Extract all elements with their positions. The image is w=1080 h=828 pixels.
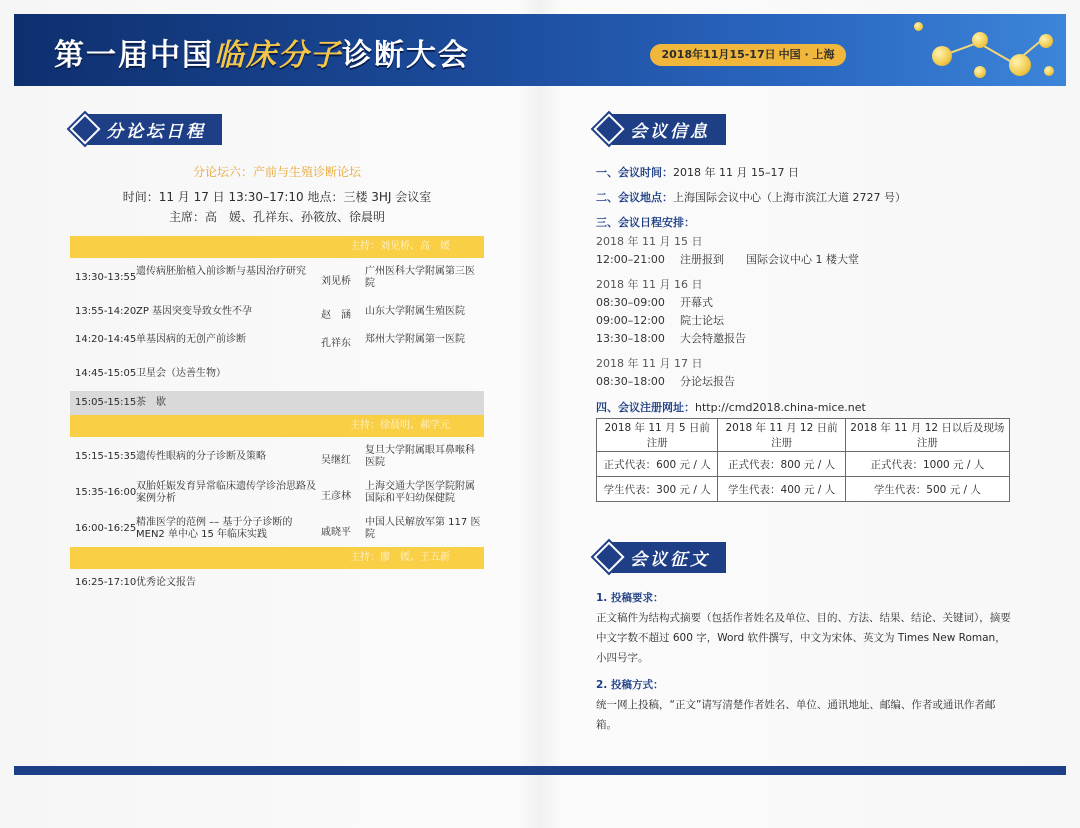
meeting-place-value: 上海国际会议中心（上海市滨江大道 2727 号）: [673, 191, 906, 204]
session-org: 郑州大学附属第一医院: [365, 334, 465, 345]
session-speaker: 吴继红: [321, 455, 351, 466]
method-text: 统一网上投稿，“正文”请写清楚作者姓名、单位、通讯地址、邮编、作者或通讯作者邮箱。: [596, 699, 996, 731]
header-banner: [14, 14, 1066, 86]
session-org: 山东大学附属生殖医院: [365, 306, 465, 317]
method-title: 2. 投稿方式：: [596, 679, 664, 691]
session-time: 14:20-14:45: [75, 334, 137, 345]
item-time: 08:30–09:00: [596, 296, 665, 309]
table-row: [70, 358, 484, 391]
paper-heading-label: 会议征文: [612, 542, 726, 573]
day2-item: [596, 312, 724, 328]
session-speaker: 刘见桥: [321, 276, 351, 287]
session-topic: 遗传病胚胎植入前诊断与基因治疗研究: [136, 266, 306, 277]
fee-cell: 学生代表：500 元 / 人: [845, 477, 1009, 502]
session-topic: 双胎妊娠发育异常临床遗传学诊治思路及案例分析: [136, 481, 316, 504]
session-time: 15:15-15:35: [75, 451, 137, 462]
day2-date: 2018 年 11 月 16 日: [596, 278, 703, 291]
session-time: 13:30-13:55: [75, 272, 137, 283]
fee-header: 2018 年 11 月 12 日以后及现场注册: [845, 419, 1009, 452]
session-topic: 茶 歇: [136, 397, 166, 408]
title-accent: 临床分子: [214, 38, 342, 73]
forum-time: 时间：11 月 17 日 13:30–17:10 地点：三楼 3HJ 会议室: [122, 190, 432, 204]
date-badge: [650, 44, 846, 66]
title-part-2: 诊断大会: [342, 38, 470, 73]
meeting-time-key: 一、会议时间：: [596, 166, 673, 179]
break-row: [70, 391, 484, 415]
session-time: 15:35-16:00: [75, 487, 137, 498]
fee-cell: 学生代表：400 元 / 人: [718, 477, 845, 502]
session-org: 广州医科大学附属第三医院: [365, 266, 475, 289]
requirements-text: 正文稿件为结构式摘要（包括作者姓名及单位、目的、方法、结果、结论、关键词），摘要中文字数不超过 600 字，Word 软件撰写，中文为宋体、英文为 Times New Roman，小四号字。: [596, 612, 1011, 664]
table-row: [70, 298, 484, 328]
day3-item: [596, 373, 735, 389]
item-desc: 注册报到 国际会议中心 1 楼大堂: [680, 253, 859, 266]
fee-row: [597, 477, 1010, 502]
date-text: 2018年11月15-17日: [661, 48, 776, 61]
day2-item: [596, 294, 713, 310]
item-time: 08:30–18:00: [596, 375, 665, 388]
day2-item: [596, 330, 746, 346]
submission-requirements: [596, 588, 1016, 668]
session-topic: 遗传性眼病的分子诊断及策略: [136, 451, 266, 462]
session-topic: 卫星会（达善生物）: [136, 368, 226, 379]
schedule-heading-label: 分论坛日程: [88, 114, 222, 145]
moderator-bar: 主持：廖 媛、王五新: [70, 547, 484, 569]
schedule-table: [70, 236, 484, 597]
session-speaker: 孔祥东: [321, 338, 351, 349]
session-time: 14:45-15:05: [75, 368, 137, 379]
session-speaker: 戚晓平: [321, 527, 351, 538]
moderator-bar: 主持：刘见桥、高 媛: [70, 236, 484, 258]
registration-site: [596, 399, 866, 415]
paper-heading: [598, 543, 726, 571]
conference-title: [54, 30, 470, 74]
item-time: 13:30–18:00: [596, 332, 665, 345]
fee-cell: 正式代表：1000 元 / 人: [845, 452, 1009, 477]
requirements-title: 1. 投稿要求：: [596, 592, 664, 604]
meeting-place: [596, 189, 906, 205]
meeting-schedule-key: 三、会议日程安排：: [596, 216, 695, 229]
table-row: [70, 475, 484, 511]
forum-chair: 主席：高 媛、孔祥东、孙筱放、徐晨明: [168, 210, 385, 224]
info-heading-label: 会议信息: [612, 114, 726, 145]
session-speaker: 赵 涵: [321, 310, 351, 321]
item-desc: 大会特邀报告: [680, 332, 746, 345]
session-topic: 精准医学的范例 –– 基于分子诊断的 MEN2 单中心 15 年临床实践: [136, 517, 293, 540]
place-text: 中国 · 上海: [778, 48, 835, 61]
fee-header: 2018 年 11 月 5 日前注册: [597, 419, 718, 452]
table-row: [70, 328, 484, 358]
info-heading: [598, 115, 726, 143]
table-row: [70, 437, 484, 475]
day1-date: 2018 年 11 月 15 日: [596, 235, 703, 248]
item-desc: 院士论坛: [680, 314, 724, 327]
item-time: 12:00–21:00: [596, 253, 665, 266]
session-org: 复旦大学附属眼耳鼻喉科医院: [365, 445, 475, 468]
registration-url[interactable]: http://cmd2018.china-mice.net: [695, 401, 866, 414]
submission-method: [596, 675, 1016, 735]
day3-date: 2018 年 11 月 17 日: [596, 357, 703, 370]
session-speaker: 王彦林: [321, 491, 351, 502]
moderator-bar: 主持：徐晨明、郝学元: [70, 415, 484, 437]
fee-header: 2018 年 11 月 12 日前注册: [718, 419, 845, 452]
meeting-time-value: 2018 年 11 月 15–17 日: [673, 166, 799, 179]
session-time: 16:25-17:10: [75, 577, 137, 588]
session-org: 中国人民解放军第 117 医院: [365, 517, 481, 540]
footer-bar: [14, 766, 1066, 775]
session-topic: ZP 基因突变导致女性不孕: [136, 306, 253, 317]
session-topic: 单基因病的无创产前诊断: [136, 334, 246, 345]
meeting-place-key: 二、会议地点：: [596, 191, 673, 204]
session-time: 13:55-14:20: [75, 306, 137, 317]
schedule-heading: [74, 115, 222, 143]
session-time: 16:00-16:25: [75, 523, 137, 534]
table-row: [70, 258, 484, 298]
fee-header-row: [597, 419, 1010, 452]
session-time: 15:05-15:15: [75, 397, 137, 408]
day1-item: [596, 251, 859, 267]
session-org: 上海交通大学医学院附属国际和平妇幼保健院: [365, 481, 475, 504]
fee-table: [596, 418, 1010, 502]
fee-cell: 正式代表：600 元 / 人: [597, 452, 718, 477]
item-time: 09:00–12:00: [596, 314, 665, 327]
forum-title: 分论坛六：产前与生殖诊断论坛: [192, 165, 361, 179]
table-row: [70, 511, 484, 547]
meeting-schedule: [596, 214, 695, 230]
item-desc: 分论坛报告: [680, 375, 735, 388]
table-row: [70, 569, 484, 597]
fee-cell: 正式代表：800 元 / 人: [718, 452, 845, 477]
session-topic: 优秀论文报告: [136, 577, 196, 588]
fee-row: [597, 452, 1010, 477]
item-desc: 开幕式: [680, 296, 713, 309]
fee-cell: 学生代表：300 元 / 人: [597, 477, 718, 502]
meeting-time: [596, 164, 799, 180]
registration-key: 四、会议注册网址：: [596, 401, 695, 414]
title-part-1: 第一届中国: [54, 38, 214, 73]
